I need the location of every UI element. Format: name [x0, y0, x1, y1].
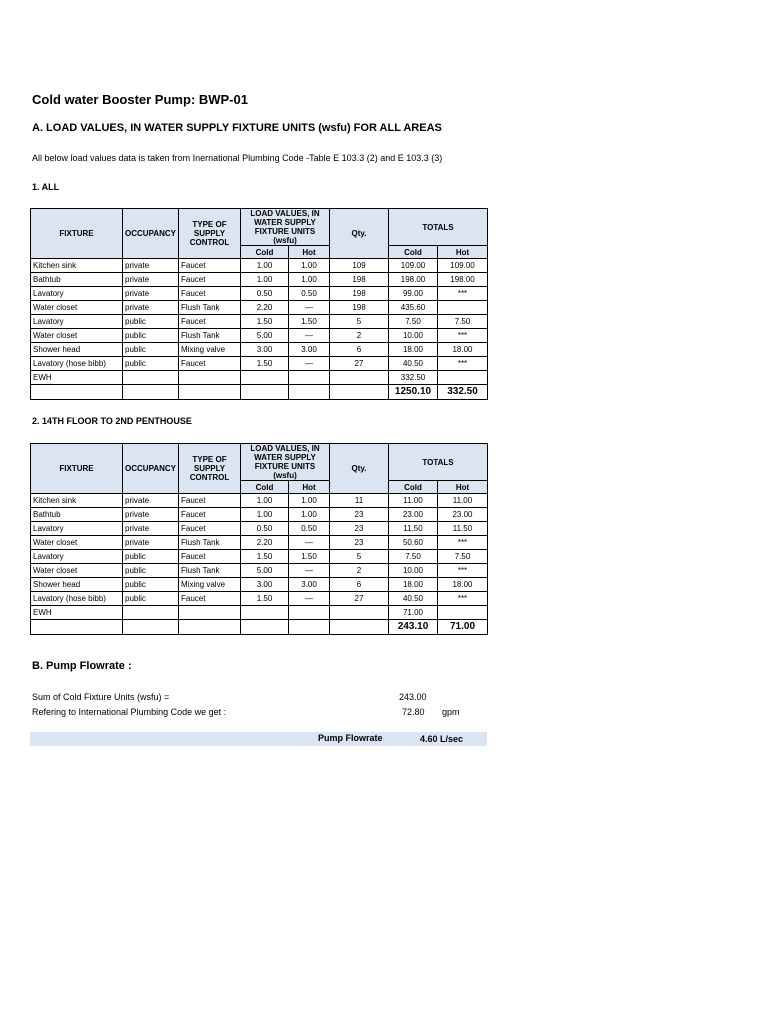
qty-cell: 198: [330, 273, 389, 287]
load-cold-cell: 0.50: [241, 287, 289, 301]
load-values-header: LOAD VALUES, IN WATER SUPPLY FIXTURE UNITS (wsfu): [241, 209, 330, 246]
load-hot-cell: 1.00: [289, 494, 330, 508]
fixture-header: FIXTURE: [31, 209, 123, 259]
qty-cell: 2: [330, 329, 389, 343]
qty-header: Qty.: [330, 444, 389, 494]
load-cold-cell: [241, 606, 289, 620]
load-cold-cell: 1.00: [241, 494, 289, 508]
load-cold-cell: 1.00: [241, 508, 289, 522]
fixture-cell: Water closet: [31, 329, 123, 343]
total-hot-cell: ***: [438, 592, 488, 606]
load-hot-cell: 3.00: [289, 578, 330, 592]
occupancy-cell: private: [123, 494, 179, 508]
fixture-cell: Lavatory: [31, 287, 123, 301]
flowrate-number: 4.60: [420, 734, 438, 744]
total-cold-cell: 11.50: [389, 522, 438, 536]
fixture-cell: Kitchen sink: [31, 494, 123, 508]
load-hot-cell: 1.00: [289, 259, 330, 273]
load-cold-cell: 5.00: [241, 564, 289, 578]
qty-header: Qty.: [330, 209, 389, 259]
total-cold-cell: 18.00: [389, 343, 438, 357]
load-hot-cell: —: [289, 564, 330, 578]
table-row: [31, 301, 488, 315]
load-cold-cell: 3.00: [241, 343, 289, 357]
type-cell: Flush Tank: [179, 536, 241, 550]
table2-body: [31, 444, 488, 635]
occupancy-cell: private: [123, 522, 179, 536]
grand-total-hot: 71.00: [438, 620, 488, 635]
fixture-cell: Lavatory: [31, 315, 123, 329]
load-hot-cell: 1.00: [289, 508, 330, 522]
occupancy-cell: private: [123, 273, 179, 287]
type-cell: Faucet: [179, 592, 241, 606]
table-row: [31, 329, 488, 343]
type-cell: Faucet: [179, 494, 241, 508]
occupancy-cell: public: [123, 550, 179, 564]
qty-cell: 5: [330, 315, 389, 329]
occupancy-header: OCCUPANCY: [123, 444, 179, 494]
type-cell: Flush Tank: [179, 564, 241, 578]
total-hot-cell: [438, 606, 488, 620]
qty-cell: 23: [330, 522, 389, 536]
supply-control-header: TYPE OF SUPPLY CONTROL: [179, 209, 241, 259]
total-hot-cell: [438, 371, 488, 385]
total-cold-cell: 50.60: [389, 536, 438, 550]
header-row: [31, 444, 488, 481]
flowrate-unit: L/sec: [440, 734, 464, 744]
fixture-cell: Shower head: [31, 578, 123, 592]
load-cold-header: Cold: [241, 481, 289, 494]
load-cold-cell: 0.50: [241, 522, 289, 536]
header-row: [31, 209, 488, 246]
table1-heading: 1. ALL: [32, 182, 60, 192]
fixture-cell: Water closet: [31, 564, 123, 578]
occupancy-cell: public: [123, 357, 179, 371]
load-hot-header: Hot: [289, 481, 330, 494]
qty-cell: 109: [330, 259, 389, 273]
totals-row: [31, 385, 488, 400]
ref-label: Refering to International Plumbing Code we get :: [32, 707, 227, 717]
fixture-cell: Shower head: [31, 343, 123, 357]
total-hot-cell: 18.00: [438, 343, 488, 357]
occupancy-header: OCCUPANCY: [123, 209, 179, 259]
occupancy-cell: [123, 371, 179, 385]
load-hot-cell: 3.00: [289, 343, 330, 357]
qty-cell: 5: [330, 550, 389, 564]
type-cell: Mixing valve: [179, 578, 241, 592]
page-title: Cold water Booster Pump: BWP-01: [32, 92, 248, 107]
occupancy-cell: public: [123, 329, 179, 343]
type-cell: Faucet: [179, 273, 241, 287]
total-cold-cell: 40.50: [389, 592, 438, 606]
type-cell: Flush Tank: [179, 329, 241, 343]
ref-value: 72.80: [402, 707, 425, 717]
qty-cell: 11: [330, 494, 389, 508]
occupancy-cell: public: [123, 592, 179, 606]
total-cold-cell: 11.00: [389, 494, 438, 508]
fixture-cell: Lavatory: [31, 522, 123, 536]
table-row: [31, 273, 488, 287]
grand-total-cold: 1250.10: [389, 385, 438, 400]
type-cell: Faucet: [179, 550, 241, 564]
table2-heading: 2. 14TH FLOOR TO 2ND PENTHOUSE: [32, 416, 192, 426]
total-hot-cell: 7.50: [438, 315, 488, 329]
totals-header: TOTALS: [389, 209, 488, 246]
load-values-header: LOAD VALUES, IN WATER SUPPLY FIXTURE UNITS (wsfu): [241, 444, 330, 481]
total-hot-cell: 18.00: [438, 578, 488, 592]
load-hot-cell: 1.00: [289, 273, 330, 287]
type-cell: Mixing valve: [179, 343, 241, 357]
total-hot-header: Hot: [438, 481, 488, 494]
total-cold-cell: 40.50: [389, 357, 438, 371]
grand-total-cold: 243.10: [389, 620, 438, 635]
table-row: [31, 259, 488, 273]
table-row: [31, 592, 488, 606]
fixture-cell: Water closet: [31, 536, 123, 550]
load-cold-cell: 2.20: [241, 301, 289, 315]
fixture-table-all: [30, 208, 488, 400]
sum-value: 243.00: [399, 692, 427, 702]
table-row: [31, 494, 488, 508]
load-hot-cell: 1.50: [289, 550, 330, 564]
fixture-cell: Bathtub: [31, 508, 123, 522]
qty-cell: 23: [330, 508, 389, 522]
table-row: [31, 287, 488, 301]
fixture-header: FIXTURE: [31, 444, 123, 494]
fixture-table-14th-floor: [30, 443, 488, 635]
fixture-cell: Lavatory (hose bibb): [31, 357, 123, 371]
load-cold-cell: 2.20: [241, 536, 289, 550]
grand-total-hot: 332.50: [438, 385, 488, 400]
total-hot-cell: 109.00: [438, 259, 488, 273]
qty-cell: 2: [330, 564, 389, 578]
table-row: [31, 550, 488, 564]
total-hot-cell: [438, 301, 488, 315]
load-hot-cell: —: [289, 329, 330, 343]
sum-label: Sum of Cold Fixture Units (wsfu) =: [32, 692, 170, 702]
total-hot-cell: ***: [438, 357, 488, 371]
load-cold-cell: 5.00: [241, 329, 289, 343]
totals-header: TOTALS: [389, 444, 488, 481]
total-cold-cell: 109.00: [389, 259, 438, 273]
fixture-cell: EWH: [31, 371, 123, 385]
flowrate-value: [420, 734, 463, 744]
type-cell: Faucet: [179, 287, 241, 301]
load-hot-cell: —: [289, 301, 330, 315]
total-cold-cell: 10.00: [389, 329, 438, 343]
total-cold-cell: 7.50: [389, 550, 438, 564]
table1-body: [31, 209, 488, 400]
load-cold-cell: 1.50: [241, 315, 289, 329]
total-hot-cell: ***: [438, 329, 488, 343]
section-b-heading: B. Pump Flowrate :: [32, 660, 132, 672]
total-hot-header: Hot: [438, 246, 488, 259]
load-hot-cell: 1.50: [289, 315, 330, 329]
source-note: All below load values data is taken from Inernational Plumbing Code -Table E 103.3 (2) and E 103.3 (3): [32, 153, 443, 163]
total-cold-cell: 10.00: [389, 564, 438, 578]
load-cold-cell: 1.50: [241, 550, 289, 564]
qty-cell: 198: [330, 301, 389, 315]
fixture-cell: Lavatory: [31, 550, 123, 564]
total-hot-cell: 11.50: [438, 522, 488, 536]
type-cell: Faucet: [179, 522, 241, 536]
total-hot-cell: ***: [438, 536, 488, 550]
qty-cell: [330, 371, 389, 385]
load-hot-cell: —: [289, 357, 330, 371]
qty-cell: 27: [330, 592, 389, 606]
load-cold-cell: 1.50: [241, 357, 289, 371]
load-hot-header: Hot: [289, 246, 330, 259]
type-cell: Faucet: [179, 259, 241, 273]
fixture-cell: EWH: [31, 606, 123, 620]
total-cold-cell: 23.00: [389, 508, 438, 522]
table-row: [31, 536, 488, 550]
type-cell: [179, 606, 241, 620]
table-row: [31, 508, 488, 522]
total-cold-header: Cold: [389, 481, 438, 494]
fixture-cell: Kitchen sink: [31, 259, 123, 273]
section-a-heading: A. LOAD VALUES, IN WATER SUPPLY FIXTURE UNITS (wsfu) FOR ALL AREAS: [32, 122, 442, 134]
load-cold-header: Cold: [241, 246, 289, 259]
load-cold-cell: 1.00: [241, 273, 289, 287]
load-cold-cell: [241, 371, 289, 385]
flowrate-label: Pump Flowrate: [318, 733, 383, 743]
load-hot-cell: [289, 606, 330, 620]
table-row: [31, 578, 488, 592]
total-hot-cell: 11.00: [438, 494, 488, 508]
occupancy-cell: public: [123, 564, 179, 578]
total-cold-header: Cold: [389, 246, 438, 259]
load-hot-cell: [289, 371, 330, 385]
table-row: [31, 522, 488, 536]
qty-cell: [330, 606, 389, 620]
total-cold-cell: 435.60: [389, 301, 438, 315]
total-hot-cell: 7.50: [438, 550, 488, 564]
total-hot-cell: ***: [438, 287, 488, 301]
totals-row: [31, 620, 488, 635]
occupancy-cell: private: [123, 259, 179, 273]
total-cold-cell: 99.00: [389, 287, 438, 301]
load-hot-cell: 0.50: [289, 287, 330, 301]
type-cell: Faucet: [179, 508, 241, 522]
occupancy-cell: private: [123, 301, 179, 315]
total-hot-cell: 198.00: [438, 273, 488, 287]
total-hot-cell: 23.00: [438, 508, 488, 522]
qty-cell: 6: [330, 343, 389, 357]
table-row: [31, 343, 488, 357]
fixture-cell: Bathtub: [31, 273, 123, 287]
ref-unit: gpm: [442, 707, 460, 717]
occupancy-cell: public: [123, 315, 179, 329]
table-row: [31, 315, 488, 329]
qty-cell: 6: [330, 578, 389, 592]
load-cold-cell: 1.00: [241, 259, 289, 273]
total-cold-cell: 18.00: [389, 578, 438, 592]
total-cold-cell: 198.00: [389, 273, 438, 287]
total-cold-cell: 332.50: [389, 371, 438, 385]
table-row: [31, 606, 488, 620]
flowrate-bar: [30, 732, 487, 746]
load-hot-cell: —: [289, 592, 330, 606]
qty-cell: 198: [330, 287, 389, 301]
total-hot-cell: ***: [438, 564, 488, 578]
occupancy-cell: private: [123, 508, 179, 522]
supply-control-header: TYPE OF SUPPLY CONTROL: [179, 444, 241, 494]
qty-cell: 27: [330, 357, 389, 371]
type-cell: Flush Tank: [179, 301, 241, 315]
load-cold-cell: 1.50: [241, 592, 289, 606]
fixture-cell: Lavatory (hose bibb): [31, 592, 123, 606]
total-cold-cell: 7.50: [389, 315, 438, 329]
occupancy-cell: public: [123, 343, 179, 357]
occupancy-cell: private: [123, 536, 179, 550]
table-row: [31, 564, 488, 578]
type-cell: [179, 371, 241, 385]
qty-cell: 23: [330, 536, 389, 550]
type-cell: Faucet: [179, 315, 241, 329]
occupancy-cell: private: [123, 287, 179, 301]
table-row: [31, 357, 488, 371]
occupancy-cell: public: [123, 578, 179, 592]
table-row: [31, 371, 488, 385]
type-cell: Faucet: [179, 357, 241, 371]
fixture-cell: Water closet: [31, 301, 123, 315]
total-cold-cell: 71.00: [389, 606, 438, 620]
load-cold-cell: 3.00: [241, 578, 289, 592]
load-hot-cell: 0.50: [289, 522, 330, 536]
load-hot-cell: —: [289, 536, 330, 550]
occupancy-cell: [123, 606, 179, 620]
